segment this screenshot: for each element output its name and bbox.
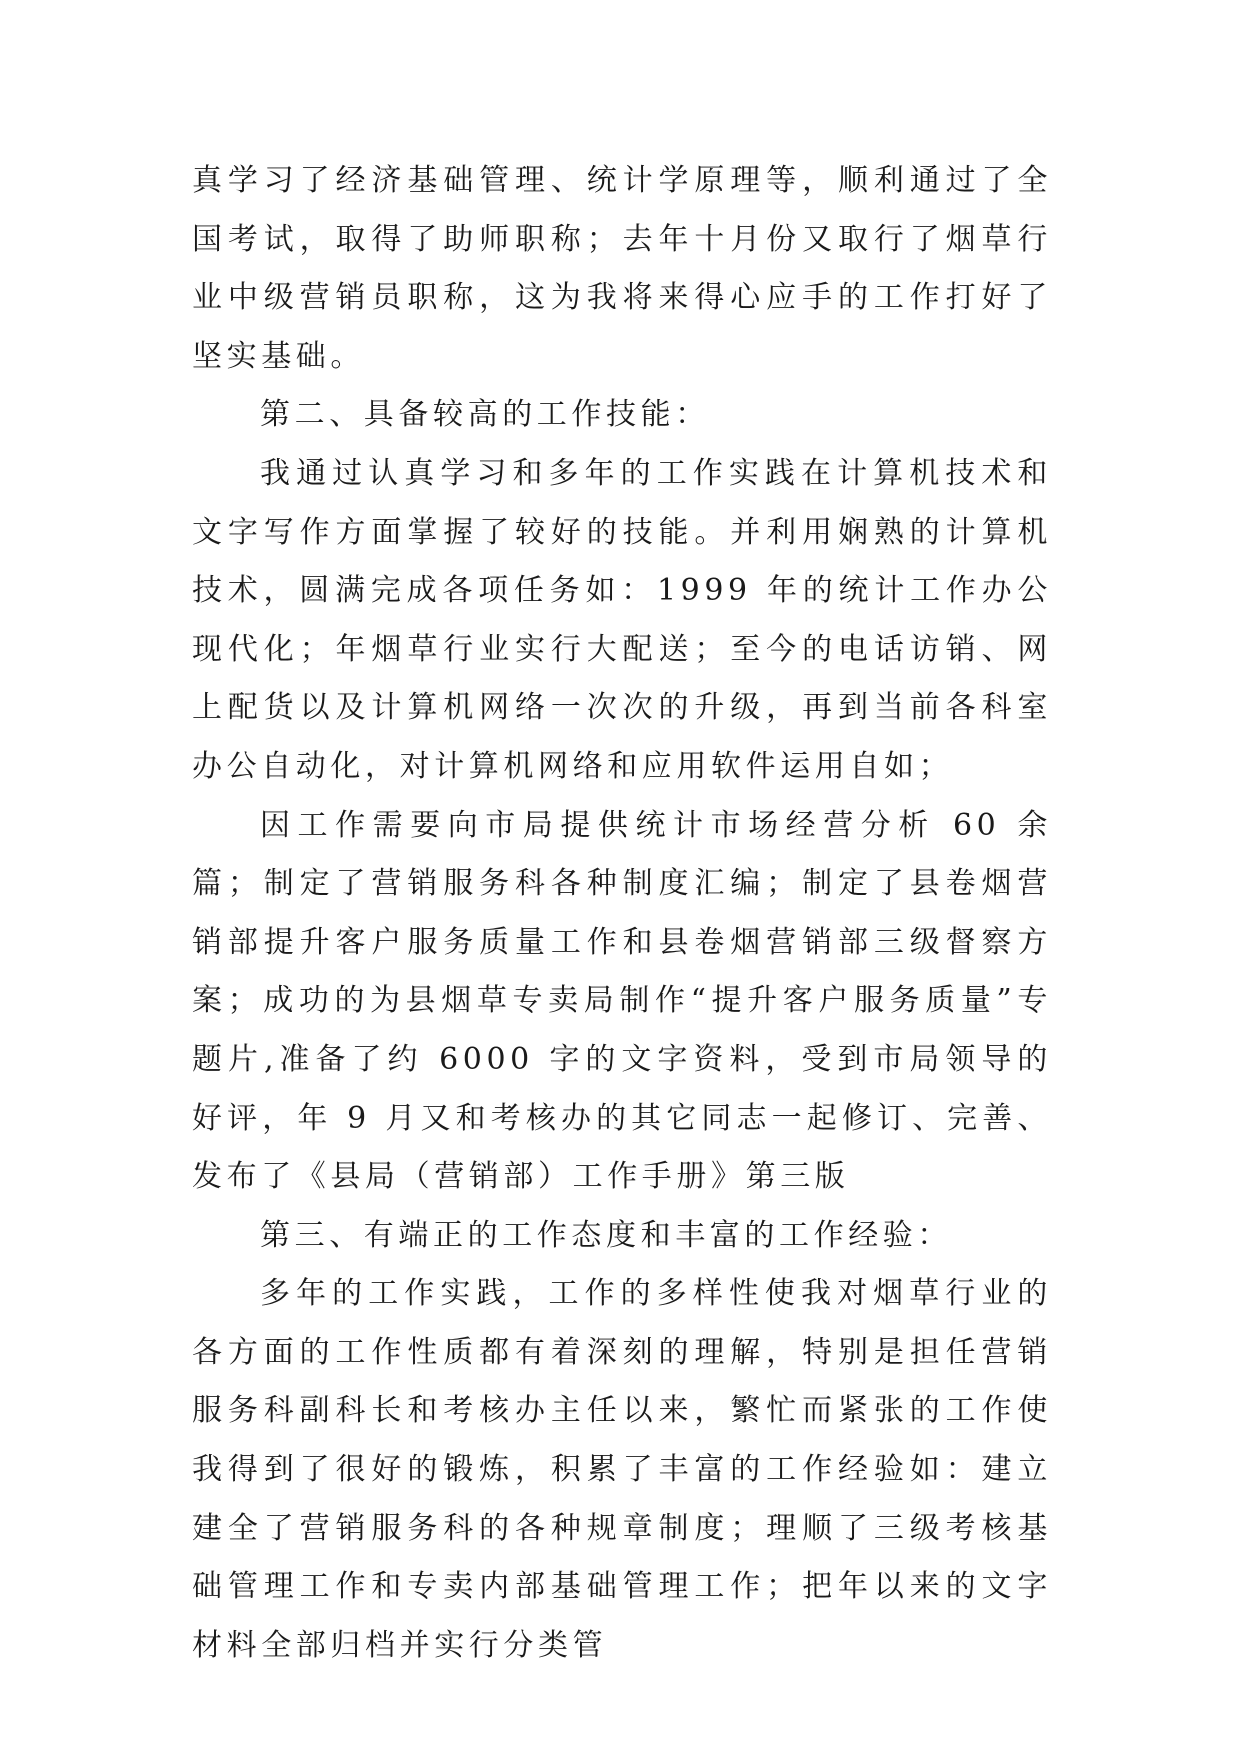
paragraph-6: 多年的工作实践，工作的多样性使我对烟草行业的各方面的工作性质都有着深刻的理解，特别是担任营销服务科副科长和考核办主任以来，繁忙而紧张的工作使我得到了很好的锻炼，积累了丰富的工作经验如：建立建全了营销服务科的各种规章制度；理顺了三级考核基础管理工作和专卖内部基础管理工作；把年以来的文字材料全部归档并实行分类管 <box>192 1276 1052 1663</box>
paragraph-3: 我通过认真学习和多年的工作实践在计算机技术和文字写作方面掌握了较好的技能。并利用娴熟的计算机技术，圆满完成各项任务如：1999 年的统计工作办公现代化；年烟草行业实行大配送；至今的电话访销、网上配货以及计算机网络一次次的升级，再到当前各科室办公自动化，对计算机网络和应用软件运用自如； <box>192 455 1052 784</box>
paragraph-5-heading: 第三、有端正的工作态度和丰富的工作经验： <box>260 1217 952 1253</box>
paragraph-4: 因工作需要向市局提供统计市场经营分析 60 余篇；制定了营销服务科各种制度汇编；制定了县卷烟营销部提升客户服务质量工作和县卷烟营销部三级督察方案；成功的为县烟草专卖局制作“提升客户服务质量”专题片,准备了约 6000 字的文字资料，受到市局领导的好评，年 9 月又和考核办的其它同志一起修订、完善、发布了《县局（营销部）工作手册》第三版 <box>192 807 1052 1195</box>
document-body <box>192 152 1052 1675</box>
paragraph-2-heading: 第二、具备较高的工作技能： <box>260 397 710 433</box>
paragraph-1: 真学习了经济基础管理、统计学原理等，顺利通过了全国考试，取得了助师职称；去年十月份又取行了烟草行业中级营销员职称，这为我将来得心应手的工作打好了坚实基础。 <box>192 163 1052 374</box>
